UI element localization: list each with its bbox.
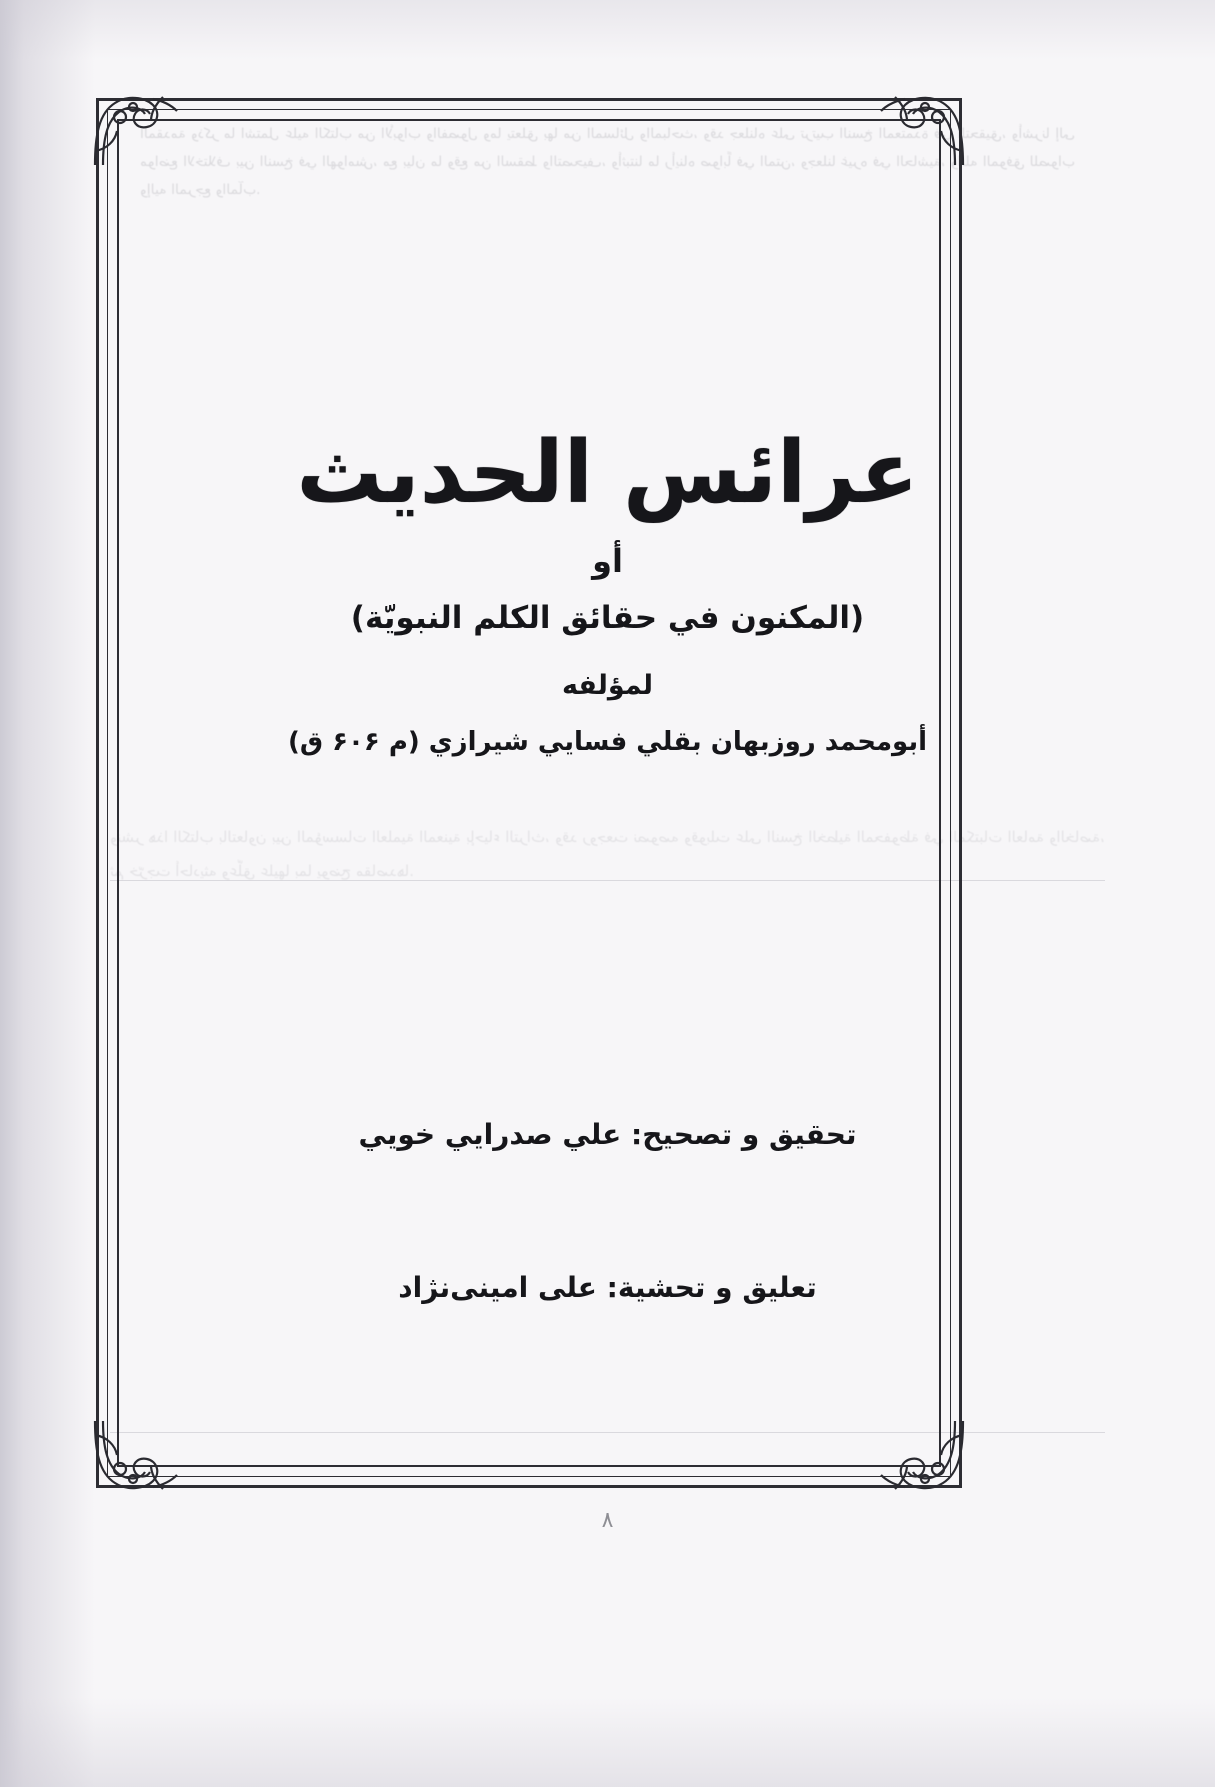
credit-editor: تحقيق و تصحيح: علي صدرايي خويي (358, 1118, 857, 1151)
book-subtitle: (المكنون في حقائق الكلم النبويّة) (350, 599, 865, 636)
page-edge-shadow-bottom (0, 1697, 1215, 1787)
credits-block (140, 1118, 1075, 1304)
corner-ornament-icon (93, 95, 179, 167)
title-alternative-connector: أو (592, 541, 623, 580)
bleed-through-text-upper: المقدمة وذكر ما اشتمل عليه الكتاب من الأبواب والفصول وما يتعلق بها من المسائل والمباحث، وقد جعلناه على ترتيب النسخ المعتمدة في التحقيق، وأشرنا إلى مواضع الاختلاف بين النسخ في الهوامش، مع بيان ما وقع من السقط والتصحيف، وأثبتنا ما رأيناه صواباً في المتن، وجعلنا غيره في الحاشية، والله الموفق للصواب وإليه المرجع والمآب. (140, 126, 1080, 198)
corner-ornament-icon (879, 95, 965, 167)
book-main-title: عرائس الحديث (296, 423, 919, 523)
corner-ornament-icon (879, 1419, 965, 1491)
credit-annotator: تعليق و تحشية: علی امینی‌نژاد (398, 1271, 817, 1304)
page-edge-shadow-top (0, 0, 1215, 60)
page-number: ۸ (601, 1508, 614, 1533)
title-block (140, 420, 1075, 757)
authored-by-label: لمؤلفه (561, 669, 654, 701)
book-author-name: أبومحمد روزبهان بقلي فسايي شيرازي (م ۶۰۶ ق) (287, 726, 928, 757)
bleed-through-text-lower: ونشر هذا الكتاب بالتعاون بين المؤسسات العلمية المعنية بإحياء التراث، وقد روجعت نصوصه وقوبلت على النسخ الخطية المحفوظة في المكتبات العامة والخاصة، ثم خرّجت أحاديثه وعلّق عليها بما يوضح مقاصدها. (110, 828, 1110, 880)
corner-ornament-icon (93, 1419, 179, 1491)
